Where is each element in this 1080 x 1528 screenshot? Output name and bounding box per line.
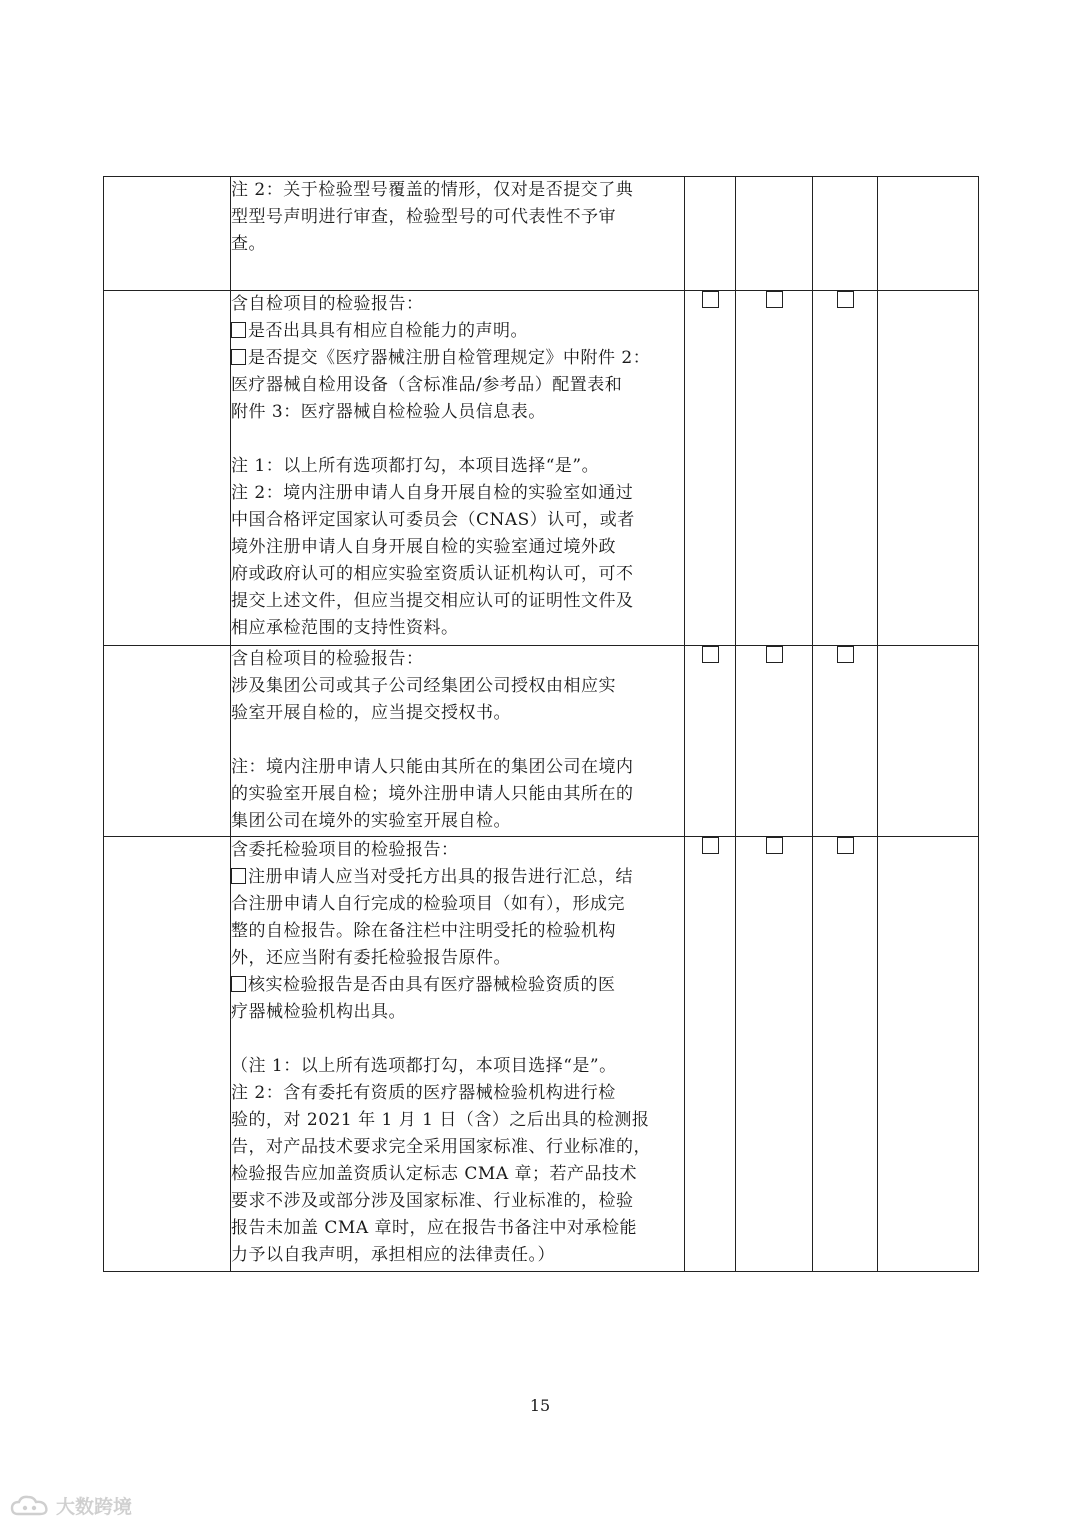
line-text: 注：境内注册申请人只能由其所在的集团公司在境内	[231, 757, 634, 777]
choice-checkbox-icon[interactable]	[837, 646, 854, 663]
choice-cell	[736, 291, 813, 646]
line-text: （注 1：以上所有选项都打勾，本项目选择“是”。	[231, 1056, 617, 1076]
line-text: 要求不涉及或部分涉及国家标准、行业标准的，检验	[231, 1191, 634, 1211]
line-text: 附件 3：医疗器械自检检验人员信息表。	[231, 402, 546, 422]
requirement-line	[231, 999, 684, 1026]
choice-cell	[813, 291, 878, 646]
page-number: 15	[529, 1396, 551, 1415]
requirement-line	[231, 781, 684, 808]
line-text: 核实检验报告是否由具有医疗器械检验资质的医	[248, 975, 616, 995]
table-row	[104, 291, 979, 646]
requirement-line	[231, 864, 684, 891]
checkbox-icon[interactable]	[231, 868, 246, 884]
blank-line	[231, 727, 684, 754]
line-text: 整的自检报告。除在备注栏中注明受托的检验机构	[231, 921, 616, 941]
requirement-line	[231, 673, 684, 700]
choice-cell	[813, 837, 878, 1272]
requirement-line	[231, 399, 684, 426]
line-text: 境外注册申请人自身开展自检的实验室通过境外政	[231, 537, 616, 557]
checkbox-icon[interactable]	[231, 976, 246, 992]
category-cell	[104, 291, 231, 646]
requirement-cell	[231, 291, 685, 646]
line-text: 注 2：境内注册申请人自身开展自检的实验室如通过	[231, 483, 634, 503]
requirement-line	[231, 318, 684, 345]
remarks-cell	[878, 837, 979, 1272]
line-text: 含自检项目的检验报告：	[231, 649, 424, 669]
line-text: 外，还应当附有委托检验报告原件。	[231, 948, 511, 968]
requirement-line	[231, 945, 684, 972]
table-row	[104, 646, 979, 837]
choice-cell	[736, 646, 813, 837]
choice-checkbox-icon[interactable]	[766, 837, 783, 854]
line-text: 相应承检范围的支持性资料。	[231, 618, 459, 638]
watermark-text: 大数跨境	[56, 1496, 133, 1518]
requirement-line	[231, 372, 684, 399]
line-text: 力予以自我声明，承担相应的法律责任。）	[231, 1245, 555, 1265]
review-checklist-table	[103, 176, 979, 1272]
choice-checkbox-icon[interactable]	[837, 837, 854, 854]
requirement-line	[231, 808, 684, 835]
requirement-line	[231, 231, 684, 258]
line-text: 合注册申请人自行完成的检验项目（如有），形成完	[231, 894, 625, 914]
requirement-line	[231, 918, 684, 945]
requirement-line	[231, 1080, 684, 1107]
requirement-line	[231, 291, 684, 318]
choice-cell	[813, 177, 878, 291]
remarks-cell	[878, 291, 979, 646]
line-text: 的实验室开展自检；境外注册申请人只能由其所在的	[231, 784, 634, 804]
choice-checkbox-icon[interactable]	[702, 291, 719, 308]
requirement-line	[231, 507, 684, 534]
requirement-line	[231, 345, 684, 372]
line-text: 检验报告应加盖资质认定标志 CMA 章；若产品技术	[231, 1164, 637, 1184]
requirement-line	[231, 177, 684, 204]
line-text: 注 2：含有委托有资质的医疗器械检验机构进行检	[231, 1083, 616, 1103]
requirement-line	[231, 1188, 684, 1215]
requirement-line	[231, 1053, 684, 1080]
line-text: 含委托检验项目的检验报告：	[231, 840, 459, 860]
table-row	[104, 177, 979, 291]
line-text: 医疗器械自检用设备（含标准品/参考品）配置表和	[231, 375, 623, 395]
line-text: 是否出具具有相应自检能力的声明。	[248, 321, 528, 341]
line-text: 型型号声明进行审查，检验型号的可代表性不予审	[231, 207, 616, 227]
requirement-line	[231, 1161, 684, 1188]
requirement-line	[231, 1134, 684, 1161]
line-text: 验室开展自检的，应当提交授权书。	[231, 703, 511, 723]
line-text: 提交上述文件，但应当提交相应认可的证明性文件及	[231, 591, 634, 611]
line-text: 报告未加盖 CMA 章时，应在报告书备注中对承检能	[231, 1218, 637, 1238]
requirement-line	[231, 837, 684, 864]
line-text: 含自检项目的检验报告：	[231, 294, 424, 314]
choice-cell	[685, 646, 736, 837]
requirement-line	[231, 204, 684, 231]
requirement-line	[231, 754, 684, 781]
blank-line	[231, 1026, 684, 1053]
watermark	[10, 1492, 132, 1519]
requirement-line	[231, 615, 684, 642]
requirement-line	[231, 891, 684, 918]
requirement-cell	[231, 177, 685, 291]
line-text: 查。	[231, 234, 266, 254]
choice-checkbox-icon[interactable]	[702, 646, 719, 663]
requirement-line	[231, 1242, 684, 1269]
requirement-line	[231, 646, 684, 673]
line-text: 注 1：以上所有选项都打勾，本项目选择“是”。	[231, 456, 600, 476]
cloud-logo-icon	[10, 1494, 50, 1518]
checkbox-icon[interactable]	[231, 322, 246, 338]
line-text: 府或政府认可的相应实验室资质认证机构认可，可不	[231, 564, 634, 584]
requirement-cell	[231, 646, 685, 837]
blank-line	[231, 426, 684, 453]
choice-checkbox-icon[interactable]	[766, 646, 783, 663]
choice-checkbox-icon[interactable]	[702, 837, 719, 854]
choice-checkbox-icon[interactable]	[837, 291, 854, 308]
remarks-cell	[878, 177, 979, 291]
line-text: 涉及集团公司或其子公司经集团公司授权由相应实	[231, 676, 616, 696]
requirement-line	[231, 480, 684, 507]
line-text: 中国合格评定国家认可委员会（CNAS）认可，或者	[231, 510, 635, 530]
choice-cell	[685, 291, 736, 646]
requirement-line	[231, 1215, 684, 1242]
category-cell	[104, 646, 231, 837]
requirement-line	[231, 700, 684, 727]
remarks-cell	[878, 646, 979, 837]
choice-cell	[813, 646, 878, 837]
line-text: 注 2：关于检验型号覆盖的情形，仅对是否提交了典	[231, 180, 634, 200]
line-text: 告，对产品技术要求完全采用国家标准、行业标准的，	[231, 1137, 651, 1157]
category-cell	[104, 177, 231, 291]
choice-cell	[736, 177, 813, 291]
table-row	[104, 837, 979, 1272]
checkbox-icon[interactable]	[231, 349, 246, 365]
requirement-line	[231, 561, 684, 588]
requirement-line	[231, 588, 684, 615]
requirement-line	[231, 972, 684, 999]
line-text: 集团公司在境外的实验室开展自检。	[231, 811, 511, 831]
line-text: 验的，对 2021 年 1 月 1 日（含）之后出具的检测报	[231, 1110, 650, 1130]
requirement-line	[231, 453, 684, 480]
line-text: 注册申请人应当对受托方出具的报告进行汇总，结	[248, 867, 633, 887]
requirement-line	[231, 534, 684, 561]
choice-checkbox-icon[interactable]	[766, 291, 783, 308]
choice-cell	[685, 177, 736, 291]
choice-cell	[685, 837, 736, 1272]
line-text: 是否提交《医疗器械注册自检管理规定》中附件 2：	[248, 348, 651, 368]
category-cell	[104, 837, 231, 1272]
requirement-line	[231, 1107, 684, 1134]
requirement-cell	[231, 837, 685, 1272]
choice-cell	[736, 837, 813, 1272]
line-text: 疗器械检验机构出具。	[231, 1002, 406, 1022]
